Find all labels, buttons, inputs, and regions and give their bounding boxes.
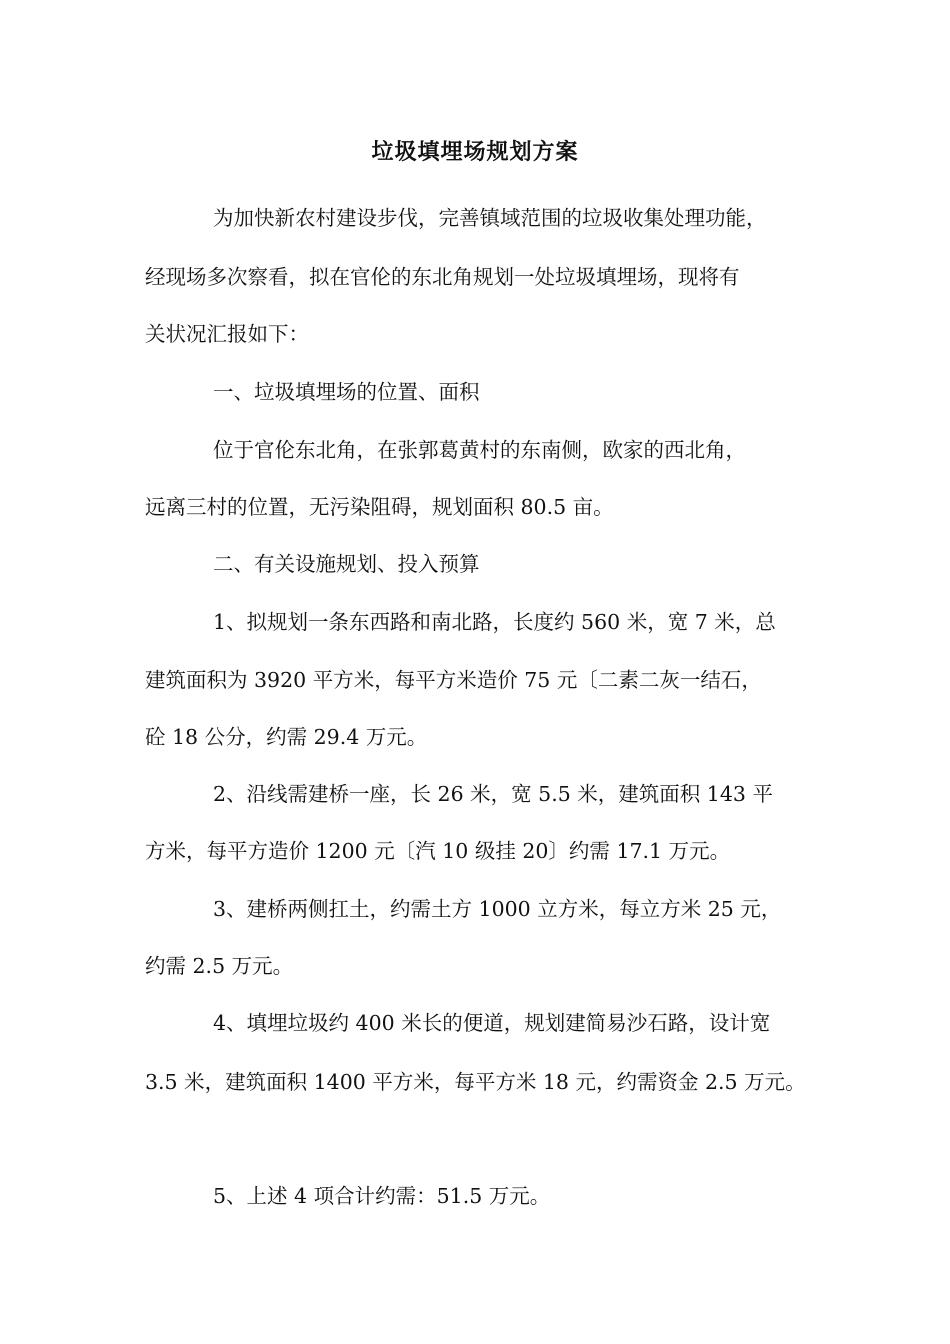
body-line: 5、上述 4 项合计约需：51.5 万元。 [213, 1184, 551, 1208]
body-line: 经现场多次察看，拟在官伦的东北角规划一处垃圾填埋场，现将有 [145, 265, 740, 289]
body-line: 4、填埋垃圾约 400 米长的便道，规划建简易沙石路，设计宽 [213, 1011, 771, 1035]
body-line: 砼 18 公分，约需 29.4 万元。 [145, 725, 428, 749]
body-line: 3.5 米，建筑面积 1400 平方米，每平方米 18 元，约需资金 2.5 万元。 [145, 1070, 806, 1094]
body-line: 远离三村的位置，无污染阻碍，规划面积 80.5 亩。 [145, 495, 614, 519]
body-line: 关状况汇报如下： [145, 322, 309, 346]
body-line: 约需 2.5 万元。 [145, 954, 294, 978]
body-line: 1、拟规划一条东西路和南北路，长度约 560 米，宽 7 米，总 [213, 610, 776, 634]
body-line: 建筑面积为 3920 平方米，每平方米造价 75 元〔二素二灰一结石， [145, 668, 762, 692]
document-title: 垃圾填埋场规划方案 [371, 139, 579, 165]
section-heading: 二、有关设施规划、投入预算 [213, 552, 480, 576]
body-line: 3、建桥两侧扛土，约需土方 1000 立方米，每立方米 25 元， [213, 897, 782, 921]
body-line: 2、沿线需建桥一座，长 26 米，宽 5.5 米，建筑面积 143 平 [213, 782, 773, 806]
body-line: 方米，每平方造价 1200 元〔汽 10 级挂 20〕约需 17.1 万元。 [145, 839, 731, 863]
section-heading: 一、垃圾填埋场的位置、面积 [213, 380, 480, 404]
body-line: 为加快新农村建设步伐，完善镇域范围的垃圾收集处理功能， [213, 206, 767, 230]
body-line: 位于官伦东北角，在张郭葛黄村的东南侧，欧家的西北角， [213, 438, 746, 462]
